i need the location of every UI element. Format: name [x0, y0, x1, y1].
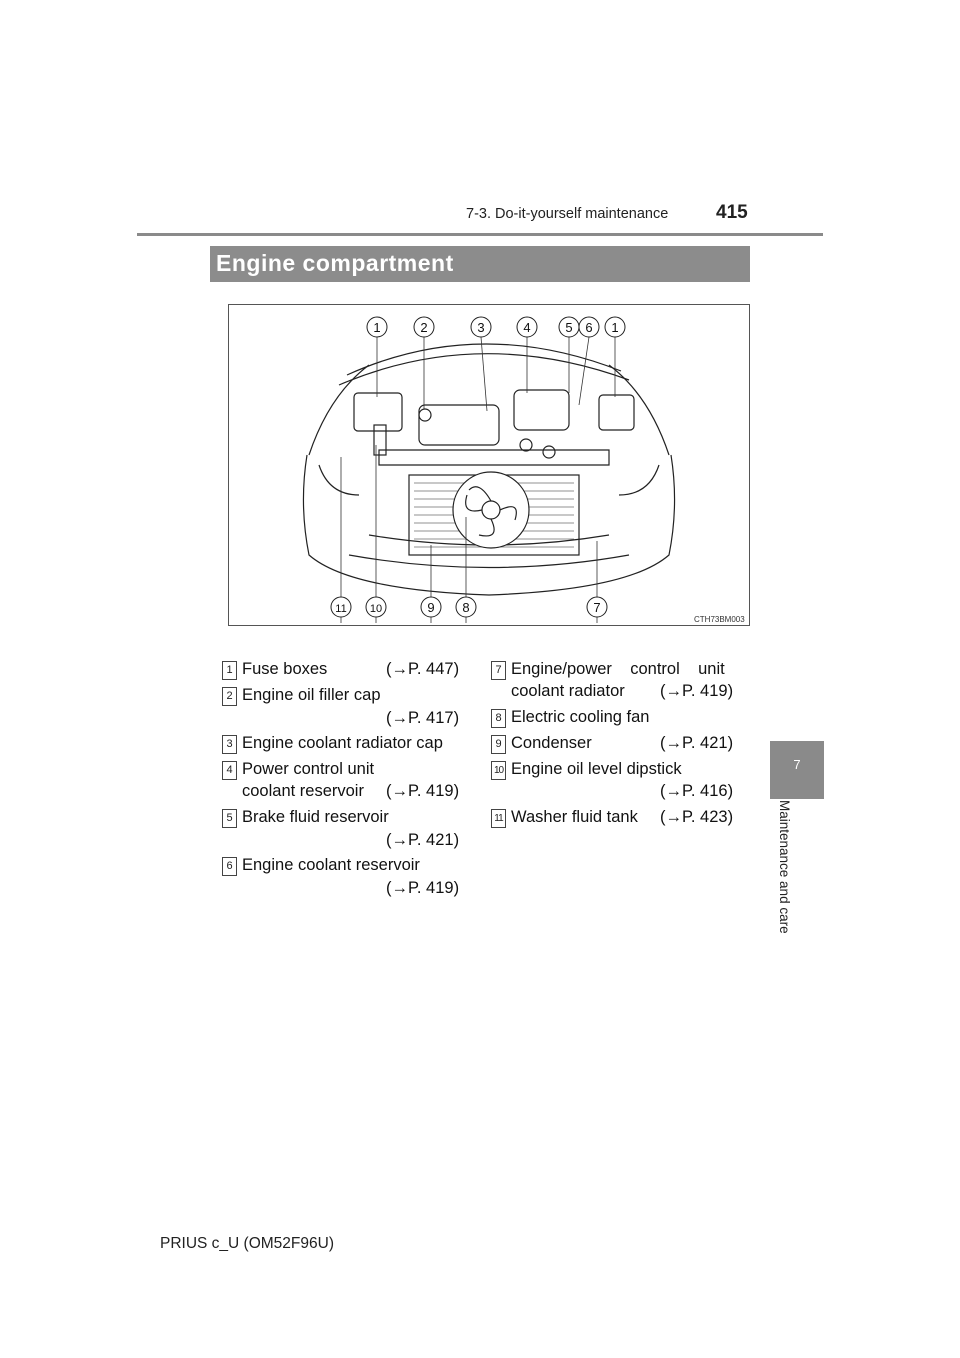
list-item-label: Condenser: [511, 734, 592, 752]
callout-top-2: 2: [420, 320, 428, 335]
section-header: 7-3. Do-it-yourself maintenance: [466, 206, 669, 222]
item-number-box: 2: [222, 687, 237, 706]
list-item-label-cont: coolant radiator: [511, 682, 625, 700]
header-rule: [137, 233, 823, 236]
footer-model: PRIUS c_U (OM52F96U): [160, 1235, 334, 1252]
page-reference: (→P. 417): [386, 709, 460, 727]
list-item-label: Brake fluid reservoir: [242, 808, 389, 826]
page-reference: (→P. 416): [660, 782, 734, 800]
page-reference: (→P. 419): [660, 682, 734, 700]
page-reference: (→P. 447): [386, 660, 460, 678]
callout-top-1: 1: [373, 320, 381, 335]
callout-top-5: 5: [565, 320, 573, 335]
section-title: Engine compartment: [216, 250, 454, 276]
item-number-box: 1: [222, 661, 237, 680]
page-reference: (→P. 423): [660, 808, 734, 826]
chapter-label-vertical: [777, 800, 806, 1020]
item-number-box: 9: [491, 735, 506, 754]
callout-bottom-11: 11: [335, 603, 347, 615]
callout-bottom-7: 7: [593, 600, 601, 615]
page-reference: (→P. 421): [660, 734, 734, 752]
page-number: 415: [716, 202, 748, 223]
figure-code: CTH73BM003: [694, 615, 745, 624]
list-item-label: Electric cooling fan: [511, 708, 650, 726]
callout-bottom-8: 8: [462, 600, 470, 615]
item-number-box: 5: [222, 809, 237, 828]
list-item-label: Engine/power control unit: [511, 660, 725, 678]
callout-top-4: 4: [523, 320, 531, 335]
callout-bottom-10: 10: [369, 603, 383, 615]
page-reference: (→P. 419): [386, 782, 460, 800]
list-item-label: Power control unit: [242, 760, 375, 778]
page-reference: (→P. 421): [386, 831, 460, 849]
list-item-label: Engine coolant radiator cap: [242, 734, 443, 752]
callout-top-7: 1: [611, 320, 619, 335]
item-number-box: 3: [222, 735, 237, 754]
item-number-box: 6: [222, 857, 237, 876]
list-item-label: Engine coolant reservoir: [242, 856, 420, 874]
list-item-label-cont: coolant reservoir: [242, 782, 364, 800]
callout-top-6: 6: [585, 320, 593, 335]
engine-compartment-figure: [228, 304, 750, 626]
page-reference: (→P. 419): [386, 879, 460, 897]
list-item-label: Fuse boxes: [242, 660, 328, 678]
item-number-box: 10: [491, 761, 506, 780]
item-number-box: 11: [491, 809, 506, 828]
chapter-label: Maintenance and care: [777, 800, 792, 934]
list-item-label: Engine oil filler cap: [242, 686, 381, 704]
callout-top-3: 3: [477, 320, 485, 335]
list-item-label: Washer fluid tank: [511, 808, 638, 826]
chapter-number: 7: [793, 757, 801, 772]
callout-bottom-9: 9: [427, 600, 435, 615]
engine-compartment-illustration: [229, 305, 749, 625]
item-number-box: 8: [491, 709, 506, 728]
item-number-box: 7: [491, 661, 506, 680]
item-number-box: 4: [222, 761, 237, 780]
list-item-label: Engine oil level dipstick: [511, 760, 682, 778]
